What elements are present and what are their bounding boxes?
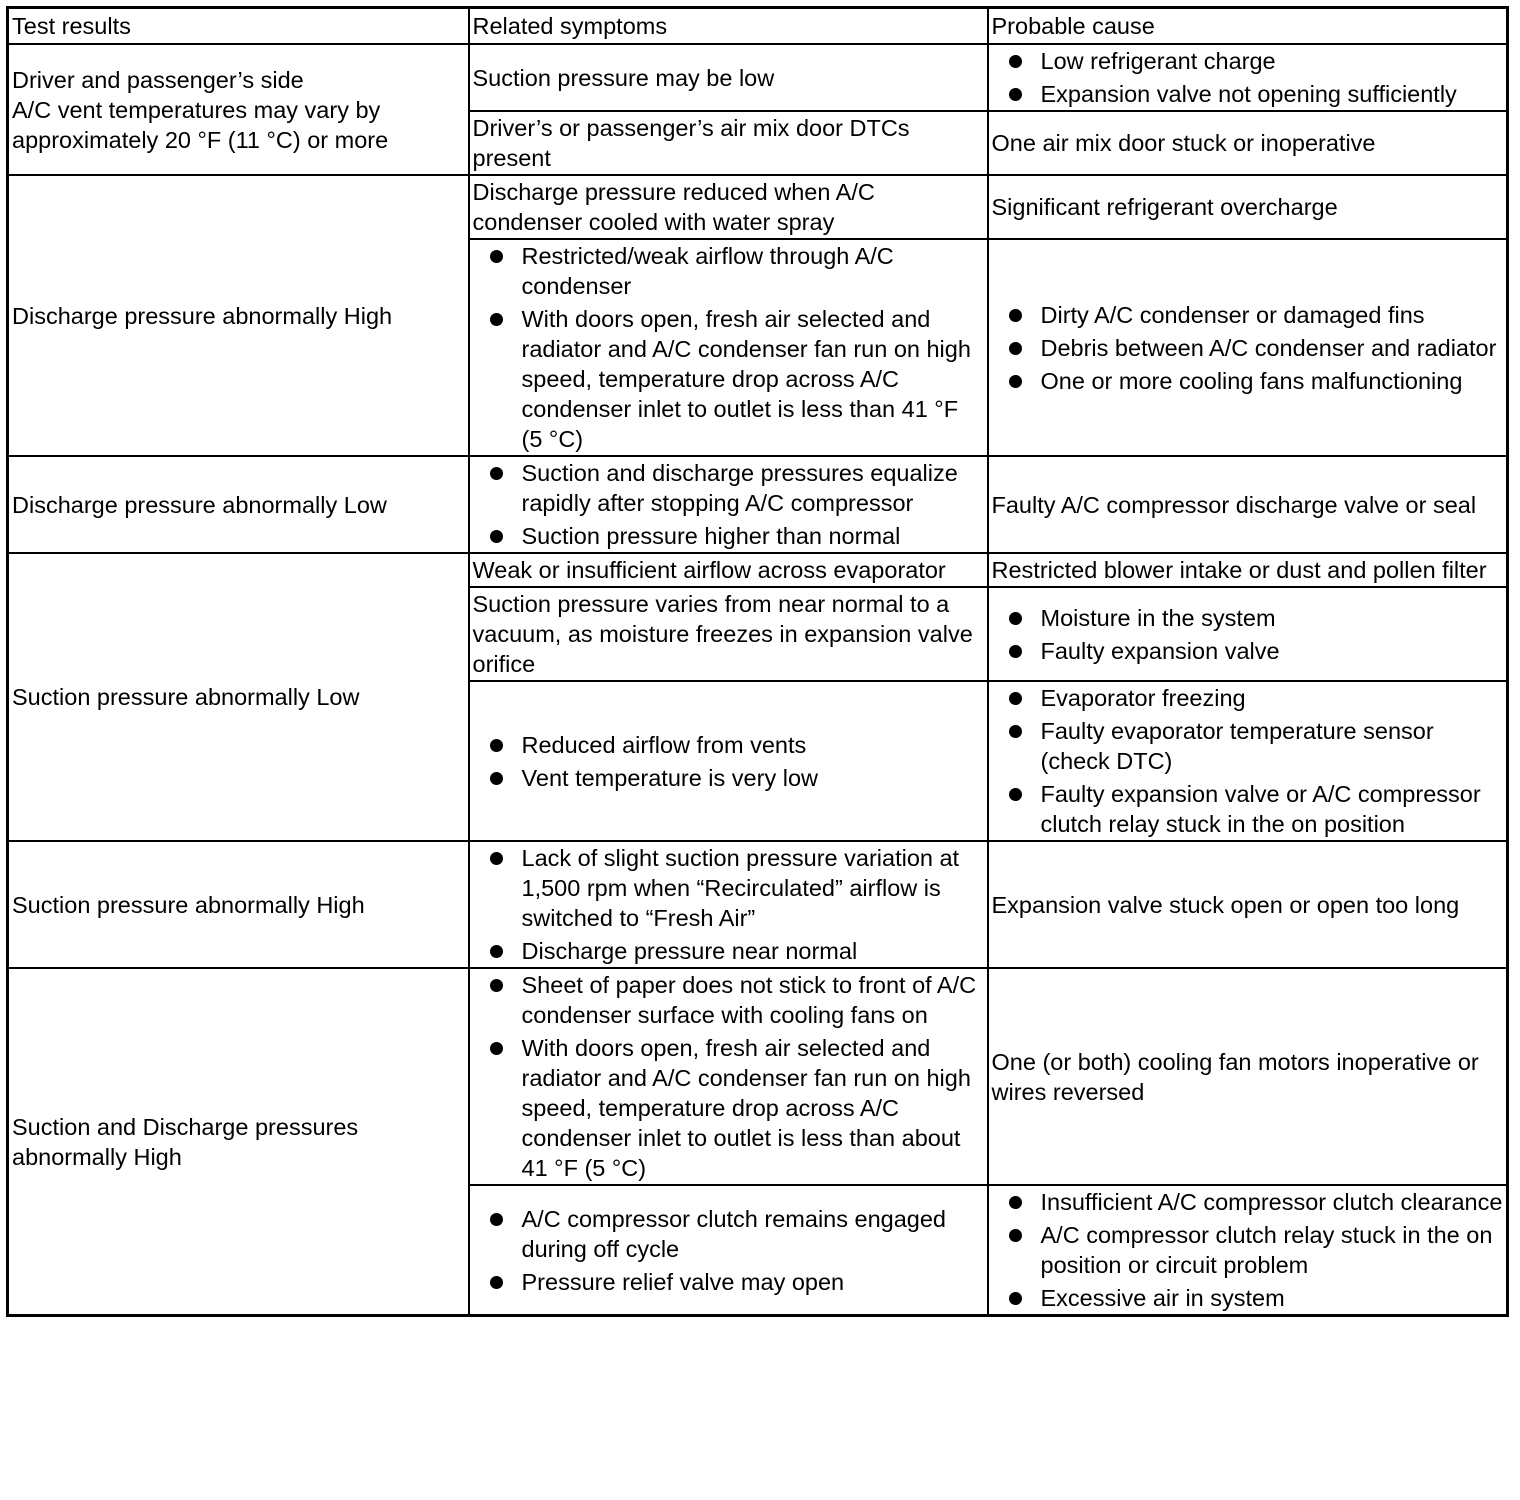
bullet-list <box>992 1187 1504 1313</box>
bullet-icon <box>490 1276 503 1289</box>
bullet-text: Sheet of paper does not stick to front of A/C condenser surface with cooling fans on <box>521 972 977 1028</box>
bullet-text: A/C compressor clutch remains engaged during off cycle <box>521 1205 947 1262</box>
table-row <box>8 841 1508 968</box>
bullet-item <box>992 46 1504 76</box>
cell-text: Driver’s or passenger’s air mix door DTCs present <box>472 115 910 171</box>
bullet-list <box>473 458 984 551</box>
bullet-item <box>992 636 1504 666</box>
test-result-cell <box>8 553 469 841</box>
bullet-icon <box>490 250 503 263</box>
bullet-icon <box>1009 1229 1022 1242</box>
bullet-icon <box>1009 788 1022 801</box>
bullet-list <box>992 46 1504 109</box>
related-symptoms-cell <box>469 1185 988 1316</box>
cell-text: One air mix door stuck or inoperative <box>991 130 1376 156</box>
cell-text: Expansion valve stuck open or open too long <box>991 891 1460 918</box>
cell-text: Suction pressure may be low <box>472 64 775 91</box>
bullet-item <box>992 79 1504 109</box>
bullet-text: Insufficient A/C compressor clutch clearance <box>1040 1189 1503 1215</box>
test-result-text: Suction and Discharge pressures abnormally High <box>12 1113 359 1170</box>
test-result-cell <box>8 841 469 968</box>
bullet-text: Expansion valve not opening sufficiently <box>1040 81 1457 107</box>
bullet-list <box>473 241 984 454</box>
probable-cause-cell <box>988 239 1508 456</box>
bullet-icon <box>1009 692 1022 705</box>
bullet-item <box>473 1033 984 1183</box>
related-symptoms-cell <box>469 175 988 239</box>
bullet-icon <box>1009 309 1022 322</box>
bullet-icon <box>490 852 503 865</box>
bullet-item <box>992 716 1504 776</box>
bullet-text: One or more cooling fans malfunctioning <box>1040 367 1463 394</box>
bullet-text: Faulty expansion valve or A/C compressor clutch relay stuck in the on position <box>1040 781 1481 837</box>
bullet-icon <box>1009 1196 1022 1209</box>
bullet-list <box>992 683 1504 839</box>
bullet-text: Excessive air in system <box>1040 1285 1285 1311</box>
bullet-item <box>992 333 1504 363</box>
probable-cause-cell <box>988 175 1508 239</box>
bullet-item <box>473 304 984 454</box>
bullet-text: Moisture in the system <box>1040 604 1276 631</box>
cell-text: Faulty A/C compressor discharge valve or seal <box>991 491 1477 518</box>
related-symptoms-cell <box>469 681 988 841</box>
probable-cause-cell <box>988 553 1508 587</box>
related-symptoms-cell <box>469 841 988 968</box>
cell-text: Restricted blower intake or dust and pollen filter <box>991 557 1487 583</box>
bullet-item <box>992 603 1504 633</box>
bullet-item <box>473 730 984 760</box>
probable-cause-cell <box>988 1185 1508 1316</box>
table-body <box>8 44 1508 1316</box>
bullet-icon <box>1009 612 1022 625</box>
bullet-icon <box>1009 645 1022 658</box>
probable-cause-cell <box>988 681 1508 841</box>
bullet-text: Faulty evaporator temperature sensor (check DTC) <box>1040 718 1434 774</box>
cell-text: Weak or insufficient airflow across evaporator <box>472 557 946 583</box>
bullet-item <box>473 1204 984 1264</box>
bullet-text: Restricted/weak airflow through A/C condenser <box>521 243 894 299</box>
bullet-item <box>473 970 984 1030</box>
bullet-text: Low refrigerant charge <box>1040 48 1276 74</box>
bullet-icon <box>490 945 503 958</box>
bullet-item <box>992 1283 1504 1313</box>
test-result-text: A/C vent temperatures may vary by approximately 20 °F (11 °C) or more <box>12 96 389 153</box>
bullet-icon <box>490 467 503 480</box>
test-result-cell <box>8 968 469 1316</box>
bullet-icon <box>490 530 503 543</box>
probable-cause-cell <box>988 111 1508 175</box>
related-symptoms-cell <box>469 456 988 553</box>
bullet-icon <box>490 313 503 326</box>
cell-text: Significant refrigerant overcharge <box>991 194 1338 220</box>
bullet-text: Lack of slight suction pressure variation at 1,500 rpm when “Recirculated” airflow is switched to “Fresh Air” <box>521 845 960 931</box>
bullet-text: Debris between A/C condenser and radiator <box>1040 334 1497 361</box>
probable-cause-cell <box>988 968 1508 1185</box>
related-symptoms-cell <box>469 239 988 456</box>
bullet-icon <box>1009 725 1022 738</box>
cell-text: One (or both) cooling fan motors inoperative or wires reversed <box>991 1048 1479 1105</box>
bullet-list <box>473 970 984 1183</box>
bullet-list <box>473 843 984 966</box>
bullet-text: Faulty expansion valve <box>1040 637 1280 664</box>
table-row <box>8 968 1508 1185</box>
bullet-list <box>473 1204 984 1297</box>
header-related-symptoms: Related symptoms <box>469 8 988 45</box>
bullet-list <box>992 300 1504 396</box>
bullet-text: With doors open, fresh air selected and radiator and A/C condenser fan run on high speed, temperature drop across A/C condenser inlet to outlet is less than 41 °F (5 °C) <box>521 306 971 452</box>
bullet-item <box>473 1267 984 1297</box>
table-row <box>8 456 1508 553</box>
diagnosis-table <box>6 6 1509 1317</box>
related-symptoms-cell <box>469 111 988 175</box>
test-result-text: Suction pressure abnormally Low <box>12 684 360 710</box>
probable-cause-cell <box>988 44 1508 111</box>
test-result-text: Discharge pressure abnormally High <box>12 302 393 329</box>
cell-text: Suction pressure varies from near normal to a vacuum, as moisture freezes in expansion valve orifice <box>472 591 973 677</box>
bullet-text: Evaporator freezing <box>1040 685 1246 711</box>
test-result-text: Driver and passenger’s side <box>12 66 304 93</box>
related-symptoms-cell <box>469 44 988 111</box>
related-symptoms-cell <box>469 587 988 681</box>
cell-text: Discharge pressure reduced when A/C condenser cooled with water spray <box>472 179 875 235</box>
bullet-item <box>473 936 984 966</box>
test-result-cell <box>8 456 469 553</box>
bullet-item <box>473 843 984 933</box>
test-result-cell <box>8 175 469 456</box>
bullet-list <box>992 603 1504 666</box>
test-result-cell <box>8 44 469 175</box>
header-test-results: Test results <box>8 8 469 45</box>
bullet-text: Suction and discharge pressures equalize rapidly after stopping A/C compressor <box>521 460 958 516</box>
bullet-text: A/C compressor clutch relay stuck in the on position or circuit problem <box>1040 1222 1493 1278</box>
bullet-icon <box>490 739 503 752</box>
bullet-icon <box>490 979 503 992</box>
related-symptoms-cell <box>469 968 988 1185</box>
bullet-icon <box>1009 88 1022 101</box>
table-row <box>8 175 1508 239</box>
header-row <box>8 8 1508 45</box>
bullet-item <box>992 683 1504 713</box>
bullet-item <box>473 458 984 518</box>
bullet-item <box>992 1220 1504 1280</box>
bullet-list <box>473 730 984 793</box>
bullet-icon <box>490 1042 503 1055</box>
probable-cause-cell <box>988 587 1508 681</box>
bullet-text: Reduced airflow from vents <box>521 731 807 758</box>
header-probable-cause: Probable cause <box>988 8 1508 45</box>
probable-cause-cell <box>988 456 1508 553</box>
bullet-item <box>473 241 984 301</box>
bullet-item <box>473 521 984 551</box>
table-row <box>8 553 1508 587</box>
bullet-icon <box>490 1213 503 1226</box>
bullet-text: Discharge pressure near normal <box>521 938 858 964</box>
test-result-text: Suction pressure abnormally High <box>12 891 365 918</box>
bullet-icon <box>490 772 503 785</box>
table-row <box>8 44 1508 111</box>
bullet-item <box>473 763 984 793</box>
bullet-icon <box>1009 375 1022 388</box>
bullet-item <box>992 779 1504 839</box>
bullet-text: Suction pressure higher than normal <box>521 523 901 549</box>
bullet-icon <box>1009 55 1022 68</box>
bullet-item <box>992 300 1504 330</box>
test-result-text: Discharge pressure abnormally Low <box>12 491 387 518</box>
bullet-text: Pressure relief valve may open <box>521 1268 845 1295</box>
bullet-text: Vent temperature is very low <box>521 764 818 791</box>
related-symptoms-cell <box>469 553 988 587</box>
bullet-text: With doors open, fresh air selected and radiator and A/C condenser fan run on high speed, temperature drop across A/C condenser inlet to outlet is less than about 41 °F (5 °C) <box>521 1035 971 1181</box>
bullet-icon <box>1009 342 1022 355</box>
bullet-item <box>992 1187 1504 1217</box>
bullet-item <box>992 366 1504 396</box>
bullet-icon <box>1009 1292 1022 1305</box>
probable-cause-cell <box>988 841 1508 968</box>
bullet-text: Dirty A/C condenser or damaged fins <box>1040 301 1425 328</box>
